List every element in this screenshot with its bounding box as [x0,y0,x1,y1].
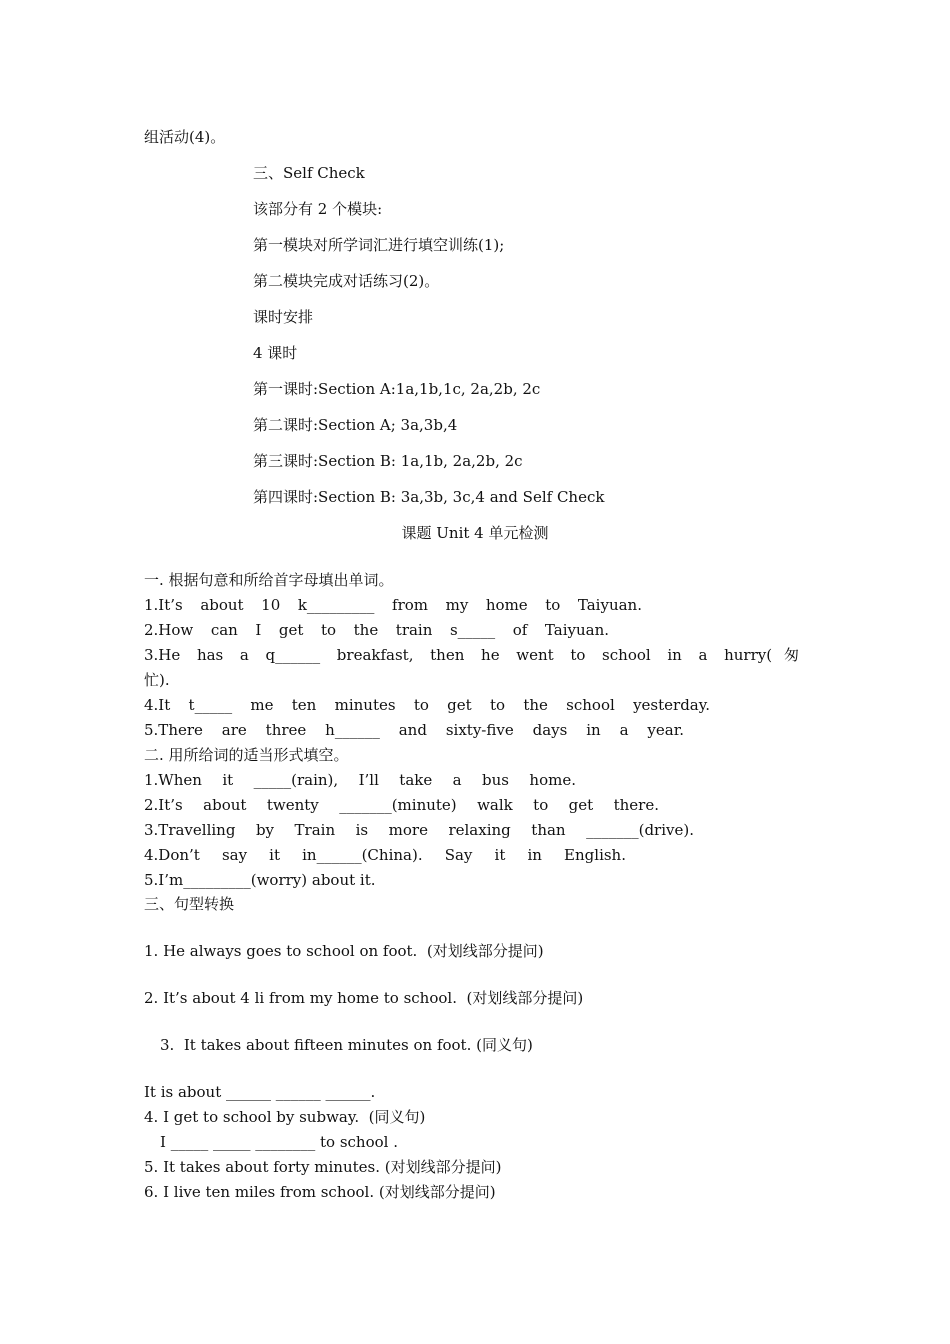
part1-item: 1.It’s about 10 k_________ from my home to Taiyuan. [144,596,642,614]
module-1: 第一模块对所学词汇进行填空训练(1); [253,236,505,254]
schedule-total: 4 课时 [253,344,298,362]
part1-item: 2.How can I get to the train s_____ of Taiyuan. [144,621,609,639]
part1-item-cont: 忙). [144,671,170,689]
part3-question: 5. It takes about forty minutes. (对划线部分提问) [144,1158,502,1176]
part3-answer-line: It is about ______ ______ ______. [144,1083,376,1101]
part2-item: 1.When it _____(rain), I’ll take a bus home. [144,771,576,789]
part3-question: 4. I get to school by subway. (同义句) [144,1108,426,1126]
lesson-4: 第四课时:Section B: 3a,3b, 3c,4 and Self Check [253,488,605,506]
intro-line: 组活动(4)。 [144,128,226,146]
lesson-2: 第二课时:Section A; 3a,3b,4 [253,416,458,434]
part2-item: 4.Don’t say it in______(China). Say it in English. [144,846,626,864]
part1-item: 3.He has a q______ breakfast, then he went to school in a hurry(匆 [144,646,799,664]
part3-question: 3. It takes about fifteen minutes on foot. (同义句) [160,1036,533,1054]
part2-item: 5.I’m_________(worry) about it. [144,871,376,889]
part2-heading: 二. 用所给词的适当形式填空。 [144,746,349,764]
part2-item: 3.Travelling by Train is more relaxing than _______(drive). [144,821,694,839]
self-check-heading: 三、Self Check [253,164,365,182]
lesson-1: 第一课时:Section A:1a,1b,1c, 2a,2b, 2c [253,380,541,398]
part1-item: 4.It t_____ me ten minutes to get to the school yesterday. [144,696,710,714]
schedule-title: 课时安排 [253,308,314,326]
module-2: 第二模块完成对话练习(2)。 [253,272,440,290]
part3-question: 1. He always goes to school on foot. (对划线部分提问) [144,942,544,960]
part3-answer-line: I _____ _____ ________ to school . [160,1133,398,1151]
part3-question: 6. I live ten miles from school. (对划线部分提问) [144,1183,496,1201]
test-title: 课题 Unit 4 单元检测 [401,524,549,542]
lesson-3: 第三课时:Section B: 1a,1b, 2a,2b, 2c [253,452,523,470]
part3-heading: 三、句型转换 [144,895,235,913]
part2-item: 2.It’s about twenty _______(minute) walk to get there. [144,796,659,814]
part3-question: 2. It’s about 4 li from my home to school. (对划线部分提问) [144,989,584,1007]
module-count: 该部分有 2 个模块: [253,200,383,218]
part1-item: 5.There are three h______ and sixty-five days in a year. [144,721,684,739]
part1-heading: 一. 根据句意和所给首字母填出单词。 [144,571,394,589]
